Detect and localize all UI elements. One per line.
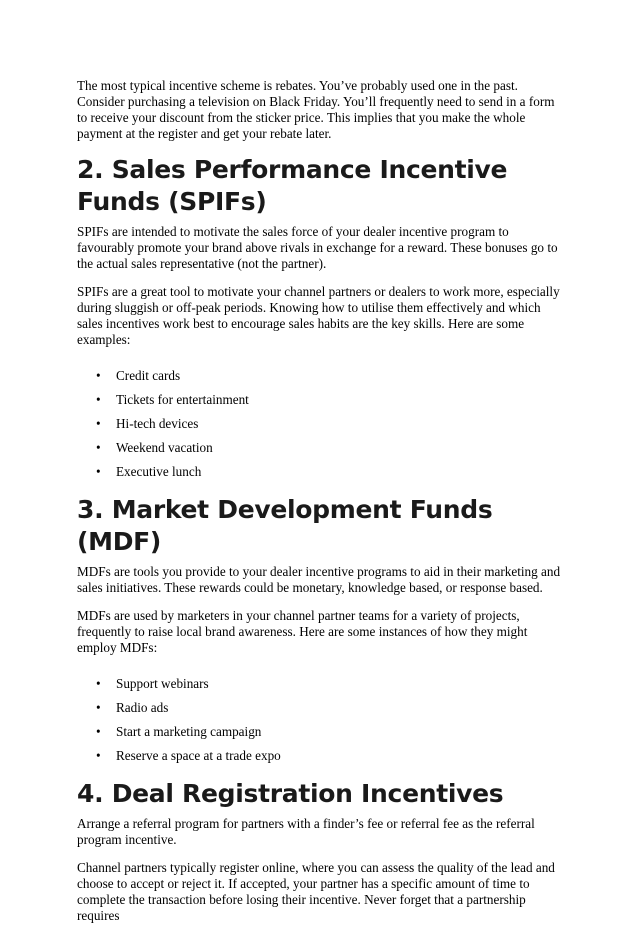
section-heading-spifs: 2. Sales Performance Incentive Funds (SPIFs) [77, 155, 508, 216]
list-item-text: Tickets for entertainment [116, 392, 249, 407]
body-paragraph: SPIFs are a great tool to motivate your channel partners or dealers to work more, especially during sluggish or off-peak periods. Knowing how to utilise them effectively and which sales incentives work best to encourage sales habits are the key skills. Here are some examples: [77, 284, 560, 347]
bullet-icon: • [96, 440, 101, 455]
list-item [77, 368, 567, 384]
body-paragraph: Channel partners typically register online, where you can assess the quality of the lead and choose to accept or reject it. If accepted, your partner has a specific amount of time to complete the transaction before losing their incentive. Never forget that a partnership requires [77, 860, 555, 923]
list-item-text: Start a marketing campaign [116, 724, 262, 739]
bullet-icon: • [96, 392, 101, 407]
section-heading-mdf: 3. Market Development Funds (MDF) [77, 495, 493, 556]
list-item-text: Credit cards [116, 368, 181, 383]
document-page [77, 78, 567, 936]
bullet-icon: • [96, 748, 101, 763]
bullet-icon: • [96, 368, 101, 383]
bullet-icon: • [96, 724, 101, 739]
list-item [77, 440, 567, 456]
section-heading-deal-registration: 4. Deal Registration Incentives [77, 779, 504, 808]
list-item [77, 392, 567, 408]
list-item [77, 748, 567, 764]
body-paragraph: Arrange a referral program for partners with a finder’s fee or referral fee as the referral program incentive. [77, 816, 535, 847]
bullet-icon: • [96, 676, 101, 691]
bullet-list-mdf-examples [77, 676, 567, 764]
bullet-list-spif-examples [77, 368, 567, 480]
list-item [77, 700, 567, 716]
bullet-icon: • [96, 700, 101, 715]
bullet-icon: • [96, 464, 101, 479]
body-paragraph: SPIFs are intended to motivate the sales force of your dealer incentive program to favourably promote your brand above rivals in exchange for a reward. These bonuses go to the actual sales representative (not the partner). [77, 224, 558, 271]
list-item-text: Hi-tech devices [116, 416, 199, 431]
body-paragraph: MDFs are tools you provide to your dealer incentive programs to aid in their marketing and sales initiatives. These rewards could be monetary, knowledge based, or response based. [77, 564, 561, 595]
bullet-icon: • [96, 416, 101, 431]
list-item-text: Reserve a space at a trade expo [116, 748, 281, 763]
list-item [77, 464, 567, 480]
body-paragraph: MDFs are used by marketers in your channel partner teams for a variety of projects, frequently to raise local brand awareness. Here are some instances of how they might employ MDFs: [77, 608, 528, 655]
list-item [77, 416, 567, 432]
intro-paragraph: The most typical incentive scheme is rebates. You’ve probably used one in the past. Consider purchasing a television on Black Friday. You’ll frequently need to send in a form to receive your discount from the sticker price. This implies that you make the whole payment at the register and get your rebate later. [77, 78, 555, 141]
list-item-text: Weekend vacation [116, 440, 213, 455]
list-item-text: Radio ads [116, 700, 169, 715]
list-item [77, 676, 567, 692]
list-item-text: Support webinars [116, 676, 209, 691]
list-item [77, 724, 567, 740]
list-item-text: Executive lunch [116, 464, 202, 479]
